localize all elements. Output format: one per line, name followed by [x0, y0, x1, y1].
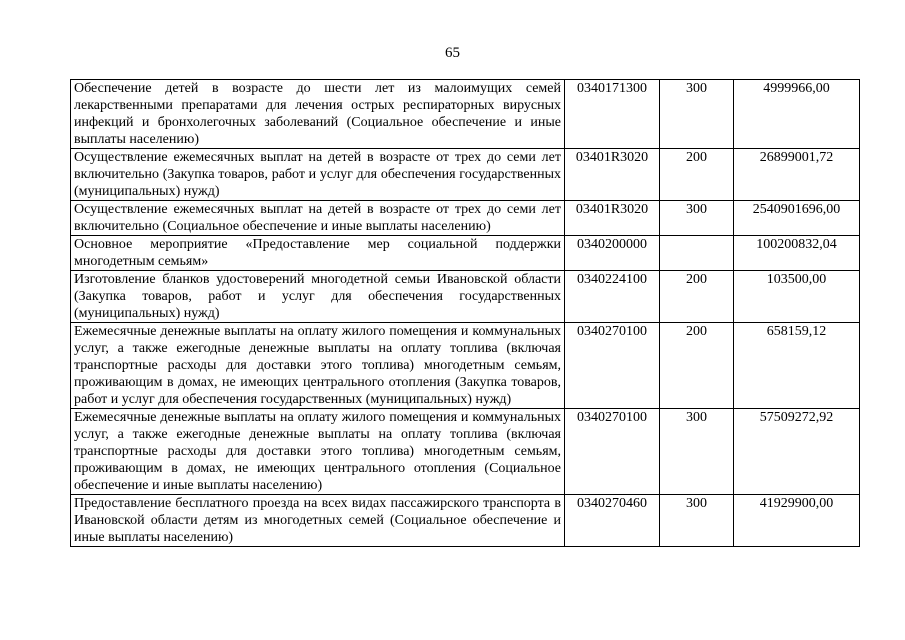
row-code: 03401R3020: [565, 201, 660, 236]
budget-table: [70, 79, 860, 547]
row-description: Обеспечение детей в возрасте до шести лет из малоимущих семей лекарственными препаратами для лечения острых респираторных вирусных инфекций и бронхолегочных заболеваний (Социальное обеспечение и иные выплаты населению): [71, 80, 565, 149]
row-code: 0340270100: [565, 409, 660, 495]
row-expense-type: [660, 236, 734, 271]
row-code: 0340200000: [565, 236, 660, 271]
row-description: Осуществление ежемесячных выплат на детей в возрасте от трех до семи лет включительно (Закупка товаров, работ и услуг для обеспечения государственных (муниципальных) нужд): [71, 149, 565, 201]
row-amount: 103500,00: [734, 271, 860, 323]
row-code: 0340171300: [565, 80, 660, 149]
row-amount: 57509272,92: [734, 409, 860, 495]
row-expense-type: 300: [660, 201, 734, 236]
row-amount: 658159,12: [734, 323, 860, 409]
row-expense-type: 300: [660, 495, 734, 547]
row-expense-type: 200: [660, 271, 734, 323]
table-row: [71, 149, 860, 201]
table-row: [71, 80, 860, 149]
row-code: 0340270100: [565, 323, 660, 409]
row-expense-type: 300: [660, 409, 734, 495]
page-number: 65: [445, 45, 460, 61]
row-amount: 100200832,04: [734, 236, 860, 271]
row-code: 0340224100: [565, 271, 660, 323]
row-description: Ежемесячные денежные выплаты на оплату жилого помещения и коммунальных услуг, а также ежегодные денежные выплаты на оплату топлива (включая транспортные расходы для доставки этого топлива) многодетным семьям, проживающим в домах, не имеющих центрального отопления (Закупка товаров, работ и услуг для обеспечения государственных (муниципальных) нужд): [71, 323, 565, 409]
row-description: Ежемесячные денежные выплаты на оплату жилого помещения и коммунальных услуг, а также ежегодные денежные выплаты на оплату топлива (включая транспортные расходы для доставки этого топлива) многодетным семьям, проживающим в домах, не имеющих центрального отопления (Социальное обеспечение и иные выплаты населению): [71, 409, 565, 495]
row-amount: 2540901696,00: [734, 201, 860, 236]
table-row: [71, 323, 860, 409]
row-amount: 41929900,00: [734, 495, 860, 547]
row-description: Основное мероприятие «Предоставление мер социальной поддержки многодетным семьям»: [71, 236, 565, 271]
table-row: [71, 271, 860, 323]
table-row: [71, 201, 860, 236]
row-description: Предоставление бесплатного проезда на всех видах пассажирского транспорта в Ивановской области детям из многодетных семей (Социальное обеспечение и иные выплаты населению): [71, 495, 565, 547]
row-description: Осуществление ежемесячных выплат на детей в возрасте от трех до семи лет включительно (Социальное обеспечение и иные выплаты населению): [71, 201, 565, 236]
table-row: [71, 409, 860, 495]
row-amount: 4999966,00: [734, 80, 860, 149]
table-row: [71, 495, 860, 547]
row-description: Изготовление бланков удостоверений многодетной семьи Ивановской области (Закупка товаров, работ и услуг для обеспечения государственных (муниципальных) нужд): [71, 271, 565, 323]
table-row: [71, 236, 860, 271]
row-code: 03401R3020: [565, 149, 660, 201]
row-amount: 26899001,72: [734, 149, 860, 201]
row-expense-type: 200: [660, 323, 734, 409]
row-code: 0340270460: [565, 495, 660, 547]
row-expense-type: 200: [660, 149, 734, 201]
row-expense-type: 300: [660, 80, 734, 149]
